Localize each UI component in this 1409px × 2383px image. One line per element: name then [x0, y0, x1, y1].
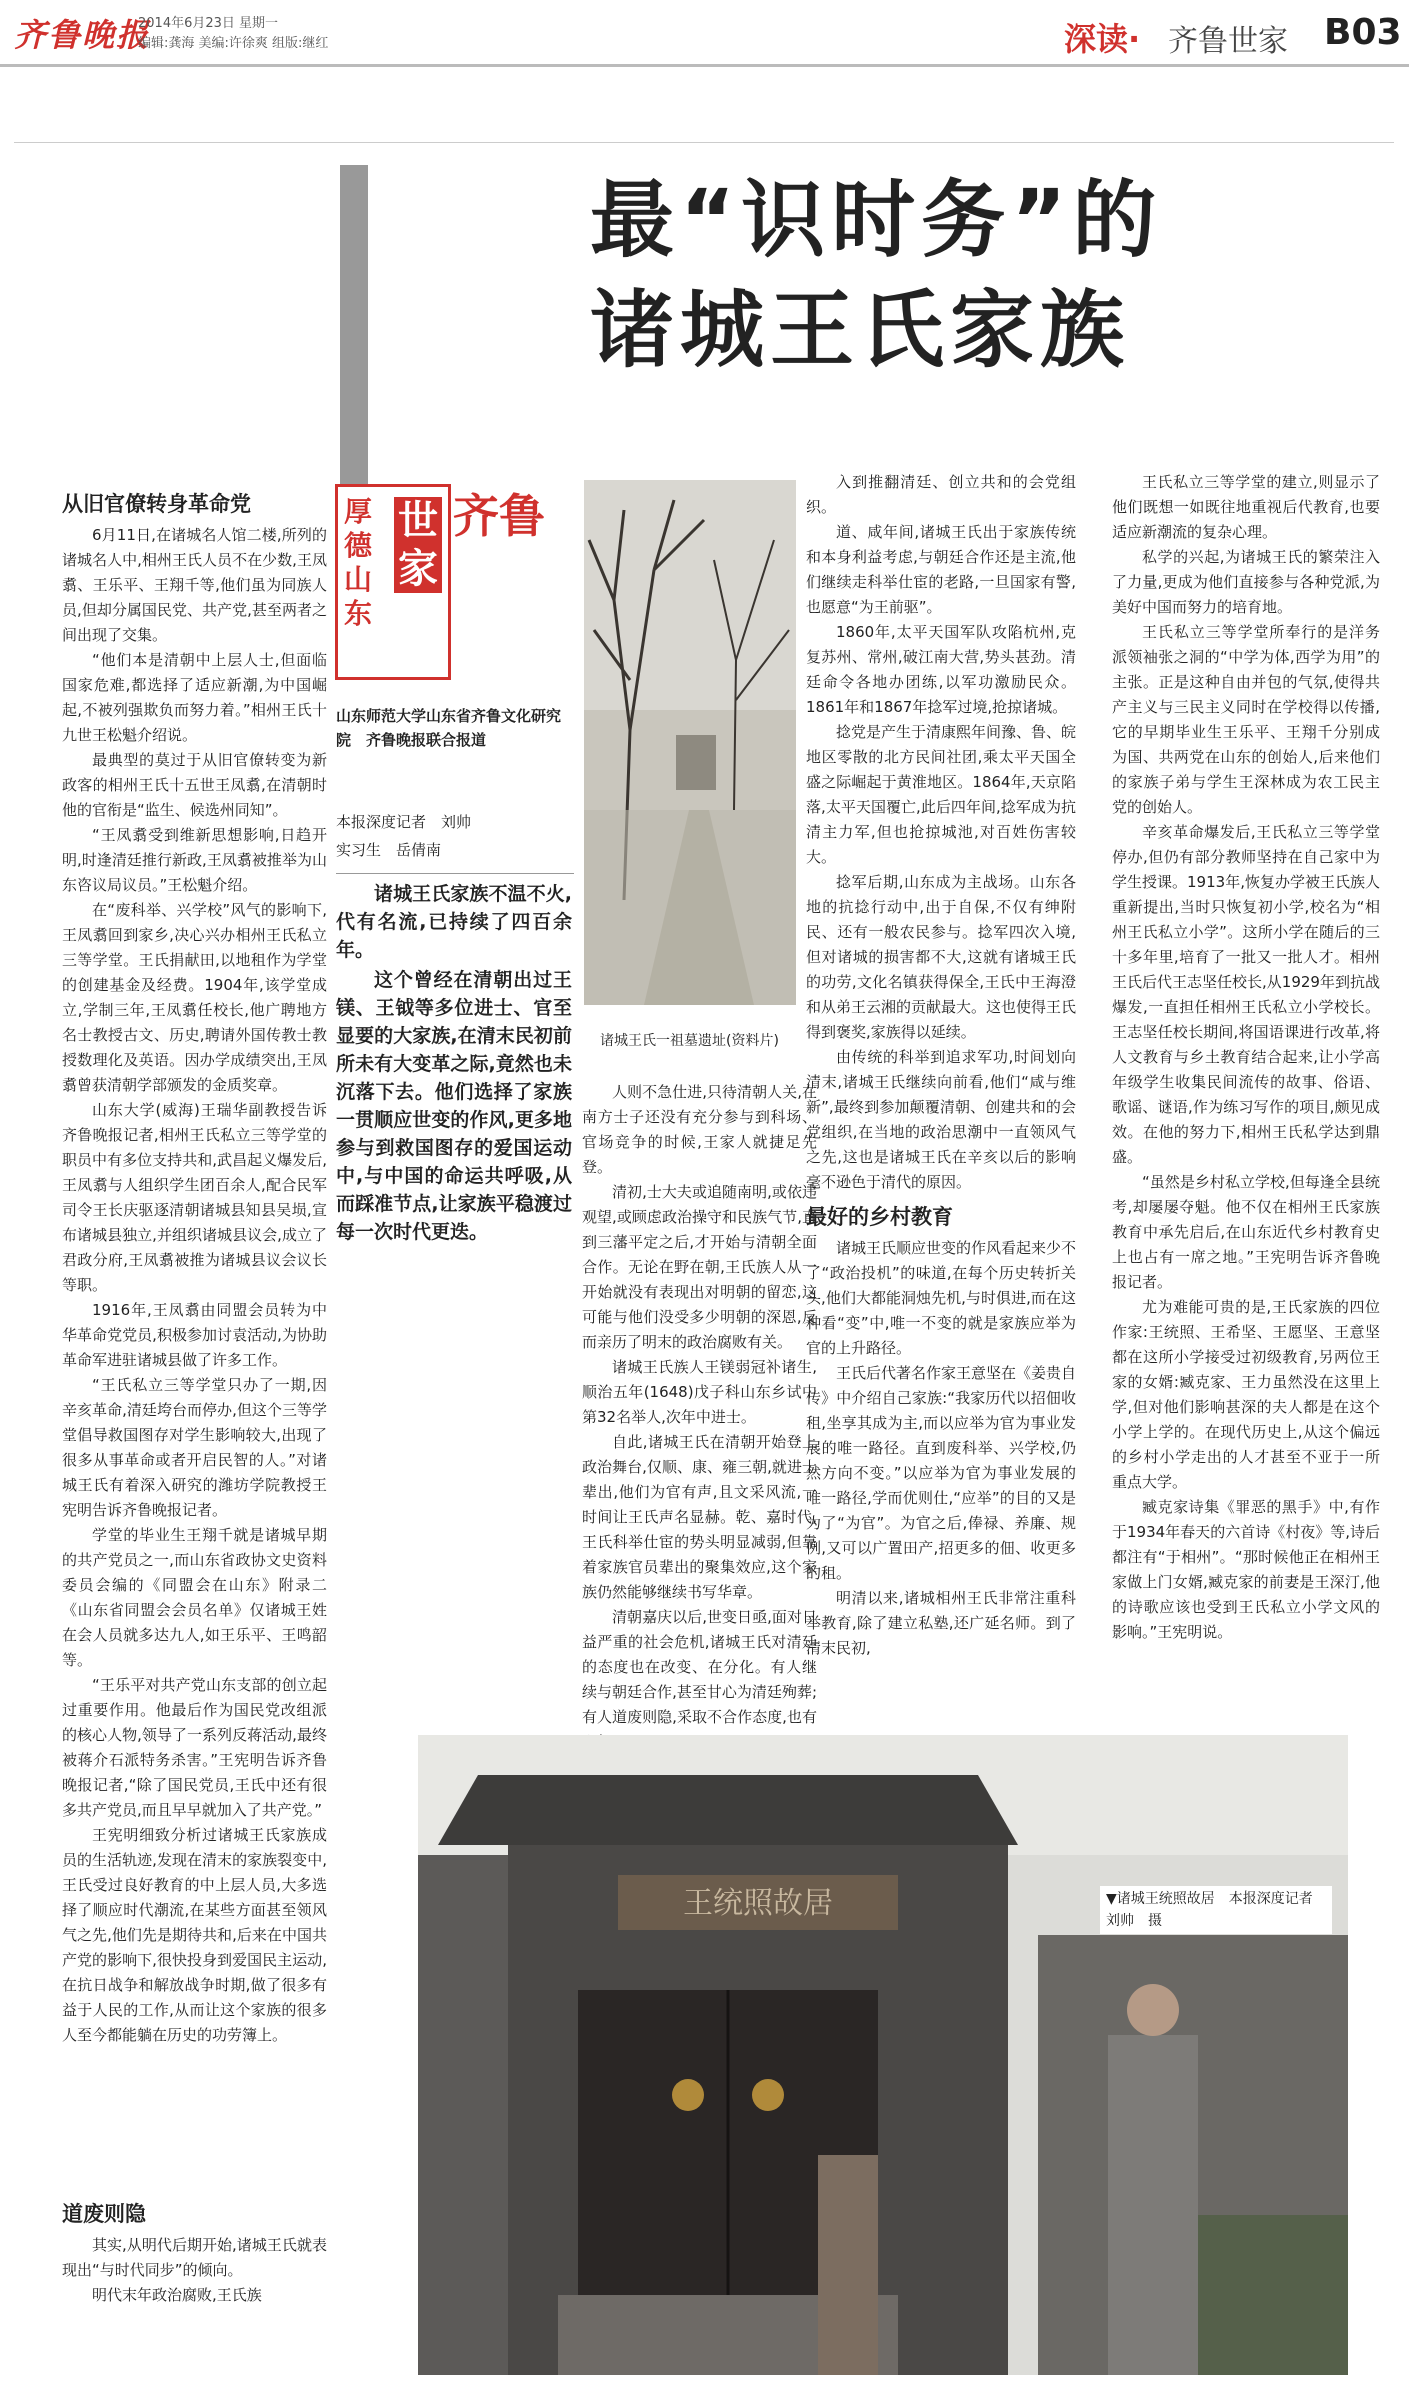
paragraph: 捻党是产生于清康熙年间豫、鲁、皖地区零散的北方民间社团,乘太平天国全盛之际崛起于黄淮地区。1864年,天京陷落,太平天国覆亡,此后四年间,捻军成为抗清主力军,但也抢掠城池,对百姓伤害较大。 [806, 723, 1077, 866]
column-1 [62, 492, 327, 2304]
paragraph: 清朝嘉庆以后,世变日亟,面对日益严重的社会危机,诸城王氏对清廷的态度也在改变、在分化。有人继续与朝廷合作,甚至甘心为清廷殉葬;有人道废则隐,采取不合作态度,也有 [582, 1608, 817, 1726]
paragraph: “王氏私立三等学堂只办了一期,因辛亥革命,清廷垮台而停办,但这个三等学堂倡导救国图存对学生影响较大,出现了很多从事革命或者开启民智的人。”对诸城王氏有着深入研究的潍坊学院教授王宪明告诉齐鲁晚报记者。 [62, 1376, 327, 1519]
paragraph: 人则不急仕进,只待清朝人关,在南方士子还没有充分参与到科场、官场竞争的时候,王家人就捷足先登。 [582, 1083, 817, 1176]
paragraph: “王乐平对共产党山东支部的创立起过重要作用。他最后作为国民党改组派的核心人物,领导了一系列反蒋活动,最终被蒋介石派特务杀害。”王宪明告诉齐鲁晚报记者,“除了国民党员,王氏中还有很多共产党员,而且早早就加入了共产党。” [62, 1676, 327, 1819]
paragraph: 辛亥革命爆发后,王氏私立三等学堂停办,但仍有部分教师坚持在自己家中为学生授课。1913年,恢复办学被王氏族人重新提出,当时只恢复初小学,校名为“相州王氏私立小学”。这所小学在随后的三十多年里,培育了一批又一批人才。相州王氏后代王志坚任校长,从1929年到抗战爆发,一直担任相州王氏私立小学校长。王志坚任校长期间,将国语课进行改革,将人文教育与乡土教育结合起来,让小学高年级学生收集民间流传的故事、俗语、歌谣、谜语,作为练习写作的项目,颇见成效。在他的努力下,相州王氏私学达到鼎盛。 [1112, 823, 1380, 1166]
lede-paragraph: 这个曾经在清朝出过王镁、王钺等多位进士、官至显要的大家族,在清末民初前所未有大变革之际,竟然也未沉落下去。他们选择了家族一贯顺应世变的作风,更多地参与到救国图存的爱国运动中,与中国的命运共呼吸,从而踩准节点,让家族平稳渡过每一次时代更迭。 [336, 969, 572, 1243]
editor-credits: 编辑:龚海 美编:许徐爽 组版:继红 [138, 36, 329, 51]
logo-big-text: 世家 [394, 497, 442, 593]
logo-frame [335, 484, 451, 680]
paragraph: “王凤翥受到维新思想影响,日趋开明,时逢清廷推行新政,王凤翥被推举为山东咨议局议员。”王松魁介绍。 [62, 826, 327, 894]
masthead: 齐鲁晚报 [14, 16, 151, 54]
paragraph: 入到推翻清廷、创立共和的会党组织。 [806, 473, 1076, 516]
paragraph: 王氏后代著名作家王意坚在《姜贵自传》中介绍自己家族:“我家历代以招佃收租,坐享其成为主,而以应举为官为事业发展的唯一路径。直到废科举、兴学校,仍然方向不变。”以应举为官为事业发展的唯一路径,学而优则仕,“应举”的目的又是为了“为官”。为官之后,俸禄、养廉、规例,又可以广置田产,招更多的佃、收更多的租。 [806, 1364, 1077, 1582]
paragraph: 清初,士大夫或追随南明,或依违观望,或顾虑政治操守和民族气节,直到三藩平定之后,才开始与清朝全面合作。无论在野在朝,王氏族人从一开始就没有表现出对明朝的留恋,这可能与他们没受多少明朝的深恩,反而亲历了明末的政治腐败有关。 [582, 1183, 817, 1351]
paragraph: “他们本是清朝中上层人士,但面临国家危难,都选择了适应新潮,为中国崛起,不被列强欺负而努力着。”相州王氏十九世王松魁介绍说。 [62, 651, 327, 744]
paragraph: 由传统的科举到追求军功,时间划向清末,诸城王氏继续向前看,他们“咸与维新”,最终到参加颠覆清朝、创建共和的会党组织,在当地的政治思潮中一直领风气之先,这也是诸城王氏在辛亥以后的影响毫不逊色于清代的原因。 [806, 1048, 1076, 1191]
paragraph: 自此,诸城王氏在清朝开始登上政治舞台,仅顺、康、雍三朝,就进士辈出,他们为官有声,且文采风流,一时间让王氏声名显赫。乾、嘉时代,王氏科举仕宦的势头明显减弱,但靠着家族官员辈出的聚集效应,这个家族仍然能够继续书写华章。 [582, 1433, 817, 1601]
lede [336, 880, 572, 1248]
paragraph: 学堂的毕业生王翔千就是诸城早期的共产党员之一,而山东省政协文史资料委员会编的《同盟会在山东》附录二《山东省同盟会会员名单》仅诸城王姓在会人员就多达九人,如王乐平、王鸣韶等。 [62, 1526, 327, 1669]
tomb-photo [584, 480, 796, 1005]
person-figure [1108, 2035, 1198, 2375]
header-divider [0, 64, 1409, 67]
paragraph: 1860年,太平天国军队攻陷杭州,克复苏州、常州,破江南大营,势头甚劲。清廷命令各地办团练,以军功激励民众。1861年和1867年捻军过境,抢掠诸城。 [806, 623, 1076, 716]
subheading: 最好的乡村教育 [806, 1205, 953, 1229]
paragraph: 其实,从明代后期开始,诸城王氏就表现出“与时代同步”的倾向。 [62, 2236, 327, 2279]
residence-photo-image [418, 1735, 1348, 2375]
column-2 [582, 1080, 817, 1755]
headline-line-2: 诸城王氏家族 [590, 281, 1131, 379]
subheading: 从旧官僚转身革命党 [62, 492, 251, 516]
paragraph: 诸城王氏族人王镁弱冠补诸生,顺治五年(1648)戊子科山东乡试中第32名举人,次年中进士。 [582, 1358, 817, 1426]
headline [590, 165, 1162, 385]
column-4 [1112, 470, 1380, 1645]
logo-right-text: 齐鲁 [453, 489, 545, 543]
paragraph: 王氏私立三等学堂所奉行的是洋务派领袖张之洞的“中学为体,西学为用”的主张。正是这种自由并包的气氛,使得共产主义与三民主义同时在学校得以传播,它的早期毕业生王乐平、王翔千分别成为国、共两党在山东的创始人,后来他们的家族子弟与学生王深林成为农工民主党的创始人。 [1112, 623, 1380, 816]
paragraph: 1916年,王凤翥由同盟会员转为中华革命党党员,积极参加讨袁活动,为协助革命军进驻诸城县做了许多工作。 [62, 1301, 327, 1369]
paragraph: 明代末年政治腐败,王氏族 [92, 2286, 262, 2304]
reporter-line-1: 本报深度记者 刘帅 [336, 813, 472, 831]
header-divider-thin [14, 142, 1394, 143]
page-number: B03 [1324, 12, 1402, 53]
paragraph: 尤为难能可贵的是,王氏家族的四位作家:王统照、王希坚、王愿坚、王意坚都在这所小学接受过初级教育,另两位王家的女婿:臧克家、王力虽然没在这里上学,但对他们影响甚深的夫人都是在这个小学上学的。在现代历史上,从这个偏远的乡村小学走出的人才甚至不亚于一所重点大学。 [1112, 1298, 1380, 1491]
tomb-photo-image [584, 480, 796, 1005]
column-3 [806, 470, 1076, 1661]
photo-caption: ▼诸城王统照故居 本报深度记者 刘帅 摄 [1100, 1886, 1332, 1934]
org-credit: 山东师范大学山东省齐鲁文化研究院 齐鲁晚报联合报道 [336, 707, 562, 749]
lede-paragraph: 诸城王氏家族不温不火,代有名流,已持续了四百余年。 [336, 883, 572, 961]
paragraph: 6月11日,在诸城名人馆二楼,所列的诸城名人中,相州王氏人员不在少数,王凤翥、王乐平、王翔千等,他们虽为同族人员,但却分属国民党、共产党,甚至两者之间出现了交集。 [62, 526, 327, 644]
photo-caption: 诸城王氏一祖墓遗址(资料片) [600, 1033, 779, 1049]
paragraph: 最典型的莫过于从旧官僚转变为新政客的相州王氏十五世王凤翥,在清朝时他的官衔是“监生、候选州同知”。 [62, 751, 327, 819]
section-tag: 深读· [1064, 20, 1141, 58]
header-meta [138, 14, 328, 54]
column-1-tail [62, 2202, 327, 2308]
paragraph: 明清以来,诸城相州王氏非常注重科举教育,除了建立私塾,还广延名师。到了清末民初, [806, 1589, 1076, 1657]
paragraph: 山东大学(威海)王瑞华副教授告诉齐鲁晚报记者,相州王氏私立三等学堂的职员中有多位支持共和,武昌起义爆发后,王凤翥与人组织学生团百余人,配合民军司令王长庆驱逐清朝诸城县知县吴埙,宣布诸城县独立,并组织诸城县议会,成立了君政分府,王凤翥被推为诸城县议会议长等职。 [62, 1101, 327, 1294]
subheading: 道废则隐 [62, 2202, 146, 2226]
residence-photo [418, 1735, 1348, 2375]
paragraph: 王氏私立三等学堂的建立,则显示了他们既想一如既往地重视后代教育,也要适应新潮流的复杂心理。 [1112, 473, 1380, 541]
logo-vertical-text: 厚德山东 [344, 495, 373, 630]
paragraph: 私学的兴起,为诸城王氏的繁荣注入了力量,更成为他们直接参与各种党派,为美好中国而努力的培育地。 [1112, 548, 1380, 616]
paragraph: 臧克家诗集《罪恶的黑手》中,有作于1934年春天的六首诗《村夜》等,诗后都注有“于相州”。“那时候他正在相州王家做上门女婿,臧克家的前妻是王深汀,他的诗歌应该也受到王氏私立小学文风的影响。”王宪明说。 [1112, 1498, 1380, 1641]
paragraph: 王宪明细致分析过诸城王氏家族成员的生活轨迹,发现在清末的家族裂变中,王氏受过良好教育的中上层人员,大多选择了顺应时代潮流,在某些方面甚至领风气之先,他们先是期待共和,后来在中国共产党的影响下,很快投身到爱国民主运动,在抗日战争和解放战争时期,做了很多有益于人民的工作,从而让这个家族的很多人至今都能躺在历史的功劳簿上。 [62, 1826, 327, 2044]
paragraph: 捻军后期,山东成为主战场。山东各地的抗捻行动中,出于自保,不仅有绅附民、还有一般农民参与。捻军四次入境,但对诸城的损害都不大,这就有诸城王氏的功劳,文化名镇获得保全,王氏中王海澄和从弟王云湘的贡献最大。这也使得王氏得到褒奖,家族得以延续。 [806, 873, 1077, 1041]
issue-date: 2014年6月23日 星期一 [138, 16, 279, 31]
reporter-line-2: 实习生 岳倩南 [336, 841, 442, 859]
paragraph: “虽然是乡村私立学校,但每逢全县统考,却屡屡夺魁。他不仅在相州王氏家族教育中承先启后,在山东近代乡村教育史上也占有一席之地。”王宪明告诉齐鲁晚报记者。 [1112, 1173, 1380, 1291]
headline-line-1: 最“识时务”的 [590, 171, 1163, 269]
gate-sign-text: 王统照故居 [683, 1886, 833, 1921]
paragraph: 在“废科举、兴学校”风气的影响下,王凤翥回到家乡,决心兴办相州王氏私立三等学堂。王氏捐献田,以地租作为学堂的创建基金及经费。1904年,该学堂成立,学制三年,王凤翥任校长,他广聘地方名士教授古文、历史,聘请外国传教士教授数理化及英语。因办学成绩突出,王凤翥曾获清朝学部颁发的金质奖章。 [62, 901, 327, 1094]
paragraph: 道、咸年间,诸城王氏出于家族传统和本身利益考虑,与朝廷合作还是主流,他们继续走科举仕宦的老路,一旦国家有警,也愿意“为王前驱”。 [806, 523, 1076, 616]
section-name: 齐鲁世家 [1168, 24, 1288, 59]
paragraph: 诸城王氏顺应世变的作风看起来少不了“政治投机”的味道,在每个历史转折关头,他们大都能洞烛先机,与时俱进,而在这种看“变”中,唯一不变的就是家族应举为官的上升路径。 [806, 1239, 1077, 1357]
lede-divider [336, 873, 574, 874]
column-logo [335, 484, 575, 680]
reporter-credit [336, 808, 568, 864]
